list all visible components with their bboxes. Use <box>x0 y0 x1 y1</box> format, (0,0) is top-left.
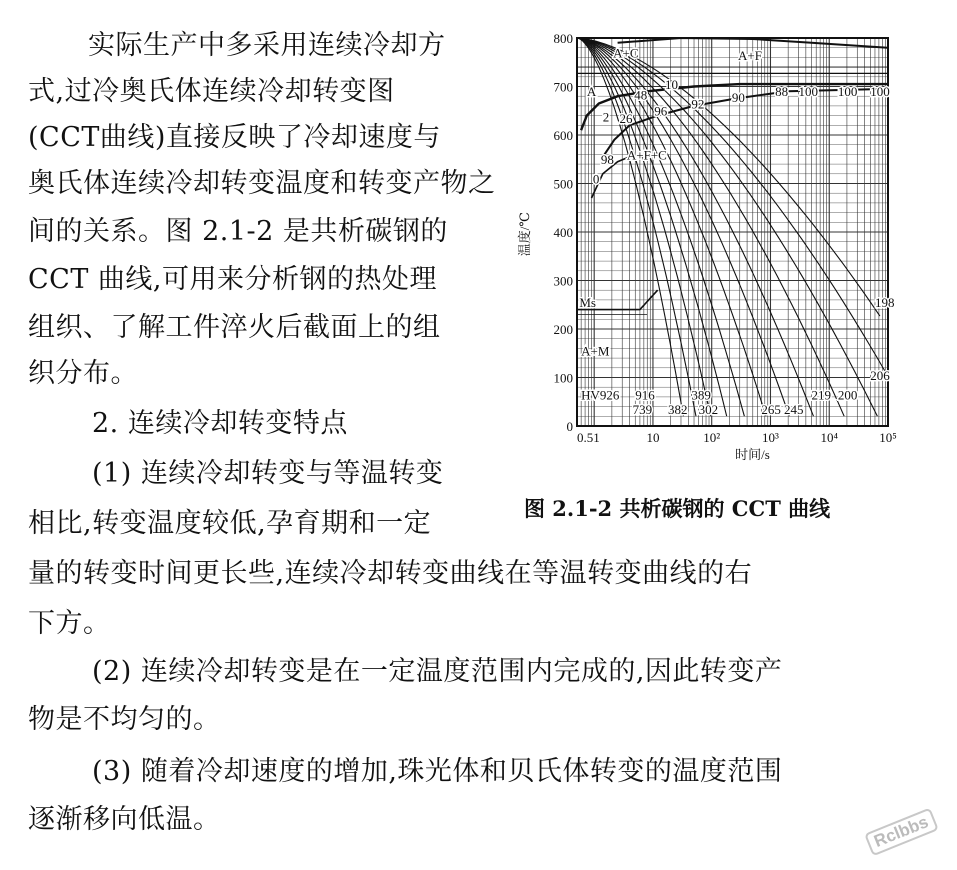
hardness-label: 302 <box>698 401 719 417</box>
curve-label: 10 <box>664 76 678 92</box>
paragraph-3-line-2: 物是不均匀的。 <box>28 704 221 735</box>
hardness-label: 916 <box>635 387 655 403</box>
y-tick-label: 100 <box>553 370 573 386</box>
x-tick-label: 10³ <box>762 430 779 445</box>
y-tick-label: 300 <box>553 273 573 289</box>
hardness-label: 265 <box>761 401 781 417</box>
hardness-label: 219 <box>811 387 832 403</box>
paragraph-1-line-1: 实际生产中多采用连续冷却方 <box>88 30 446 61</box>
y-tick-label: 200 <box>553 322 573 337</box>
watermark-logo: Rclbbs <box>864 808 939 857</box>
cooling-curve <box>578 38 880 316</box>
cct-chart <box>515 28 915 468</box>
y-tick-label: 0 <box>566 419 573 434</box>
cooling-curve <box>578 38 745 416</box>
x-tick-label: 10⁴ <box>820 430 839 445</box>
curve-label: 26 <box>619 110 633 126</box>
hardness-label: HV926 <box>581 387 620 403</box>
curve-label: 48 <box>634 87 648 103</box>
paragraph-1-line-4: 奥氏体连续冷却转变温度和转变产物之 <box>28 168 496 199</box>
curve-label: 98 <box>600 152 614 168</box>
x-tick-label: 10 <box>646 430 660 445</box>
paragraph-2-line-3: 量的转变时间更长些,连续冷却转变曲线在等温转变曲线的右 <box>28 558 753 589</box>
figure-caption: 图 2.1-2 共析碳钢的 CCT 曲线 <box>524 496 831 521</box>
region-label: A+F+C <box>626 147 667 163</box>
paragraph-1-line-7: 组织、了解工件淬火后截面上的组 <box>28 312 441 343</box>
paragraph-2-line-1: (1) 连续冷却转变与等温转变 <box>92 458 444 489</box>
y-tick-label: 400 <box>553 225 573 240</box>
curve-label: 100 <box>837 84 858 100</box>
paragraph-1-line-3: (CCT曲线)直接反映了冷却速度与 <box>28 122 441 153</box>
cooling-curve <box>578 38 727 416</box>
paragraph-4-line-2: 逐渐移向低温。 <box>28 804 221 835</box>
paragraph-1-line-6: CCT 曲线,可用来分析钢的热处理 <box>28 264 437 295</box>
paragraph-1-line-8: 织分布。 <box>28 358 138 389</box>
hardness-label: 245 <box>784 401 804 417</box>
curve-label: 100 <box>798 84 819 100</box>
y-tick-label: 700 <box>553 79 573 95</box>
x-tick-label: 10² <box>703 430 721 445</box>
hardness-label: 382 <box>667 401 688 417</box>
y-tick-label: 500 <box>553 176 573 192</box>
hardness-label: 739 <box>632 401 653 417</box>
curve-label: 2 <box>602 109 610 125</box>
region-label: A+F <box>737 47 762 63</box>
region-label: A+M <box>581 343 610 359</box>
hardness-label: 389 <box>691 387 711 403</box>
region-label: A <box>586 84 597 100</box>
paragraph-1-line-2: 式,过冷奥氏体连续冷却转变图 <box>28 76 395 107</box>
y-tick-label: 600 <box>553 128 573 143</box>
curve-label: 90 <box>731 90 745 106</box>
x-tick-label: 0.51 <box>577 430 600 445</box>
region-label: Ms <box>579 295 597 311</box>
y-axis-label: 温度/℃ <box>517 212 532 257</box>
paragraph-2-line-2: 相比,转变温度较低,孕育期和一定 <box>28 508 432 539</box>
paragraph-4-line-1: (3) 随着冷却速度的增加,珠光体和贝氏体转变的温度范围 <box>92 756 783 787</box>
curve-label: 198 <box>874 295 895 311</box>
x-tick-label: 10⁵ <box>879 430 897 445</box>
hardness-label: 200 <box>837 387 858 403</box>
curve-label: 96 <box>654 103 668 119</box>
curve-label: 100 <box>870 84 890 100</box>
x-axis-label: 时间/s <box>735 447 770 462</box>
curve-label: 88 <box>775 84 789 100</box>
curve-label: 0 <box>592 171 600 187</box>
paragraph-1-line-5: 间的关系。图 2.1-2 是共析碳钢的 <box>28 216 448 247</box>
section-heading: 2. 连续冷却转变特点 <box>92 408 348 439</box>
curve-label: 92 <box>691 96 705 112</box>
paragraph-3-line-1: (2) 连续冷却转变是在一定温度范围内完成的,因此转变产 <box>92 656 783 687</box>
y-tick-label: 800 <box>553 31 573 46</box>
region-label: A+C <box>613 45 639 61</box>
curve-label: 206 <box>870 367 890 383</box>
paragraph-2-line-4: 下方。 <box>28 608 111 639</box>
